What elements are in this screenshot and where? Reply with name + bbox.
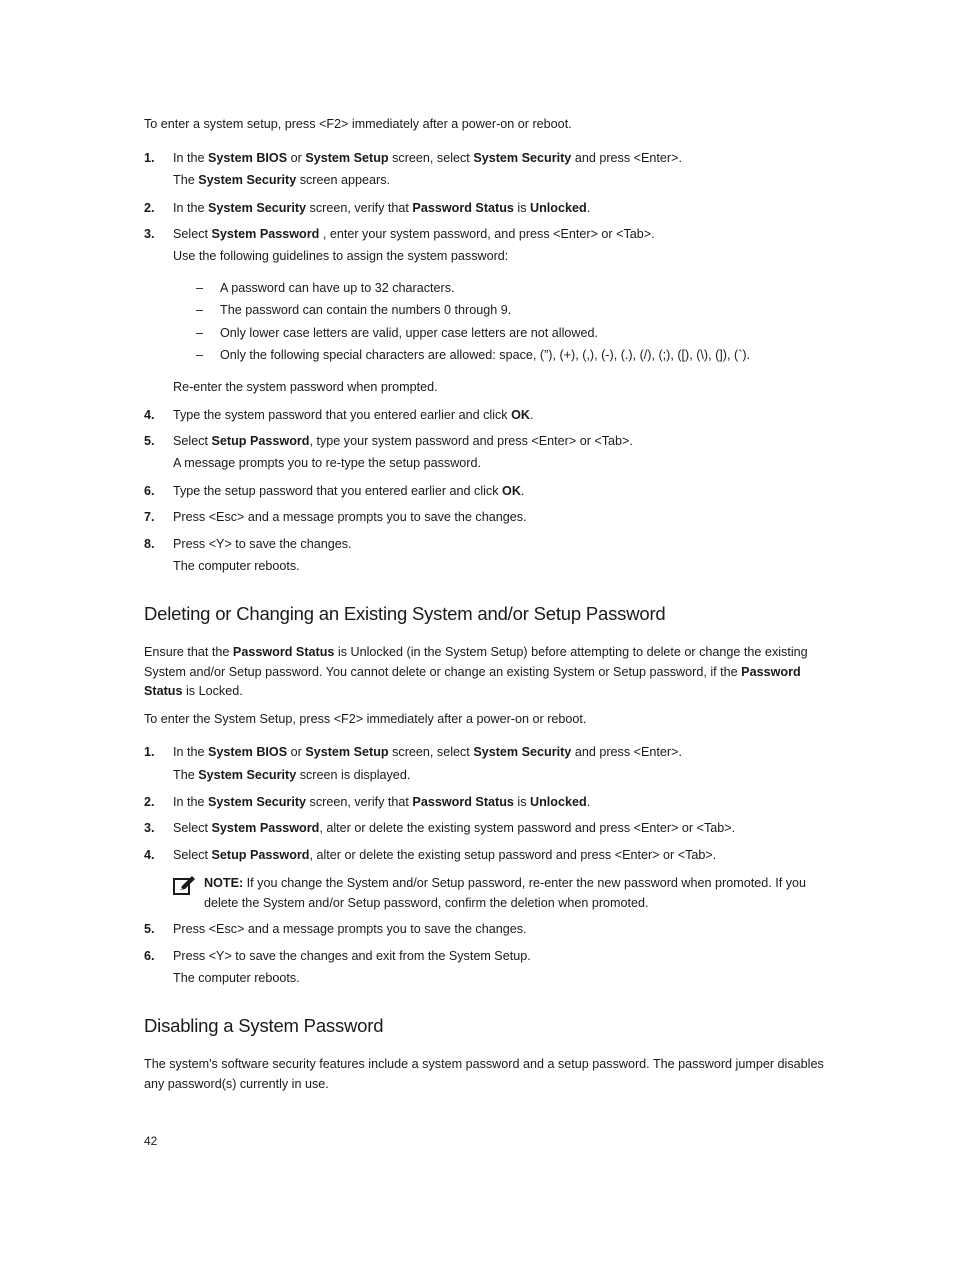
step-number: 5. [144, 434, 155, 448]
page-number: 42 [144, 1134, 158, 1148]
section-heading: Disabling a System Password [144, 1015, 384, 1036]
step-number: 2. [144, 201, 155, 215]
pencil-note-icon [173, 876, 195, 896]
step-number: 2. [144, 795, 155, 809]
step-text: Select Setup Password, type your system password and press <Enter> or <Tab>. [173, 434, 633, 448]
step-text: Press <Esc> and a message prompts you to save the changes. [173, 510, 527, 524]
step-number: 7. [144, 510, 155, 524]
step-text: In the System Security screen, verify that Password Status is Unlocked. [173, 201, 591, 215]
step-number: 4. [144, 848, 155, 862]
step-text: In the System BIOS or System Setup screen, select System Security and press <Enter>. [173, 745, 682, 759]
step-number: 1. [144, 745, 155, 759]
step-number: 8. [144, 537, 155, 551]
section-heading: Deleting or Changing an Existing System and/or Setup Password [144, 603, 666, 624]
step-number: 4. [144, 408, 155, 422]
section2-paragraph-1: Ensure that the Password Status is Unlocked (in the System Setup) before attempting to delete or change the existing System and/or Setup password. You cannot delete or change an existing System or Setup password, if the Password Status is Locked. [144, 645, 808, 698]
step-text: In the System BIOS or System Setup screen, select System Security and press <Enter>. [173, 151, 682, 165]
section3-paragraph: The system's software security features include a system password and a setup password. The password jumper disables any password(s) currently in use. [144, 1057, 824, 1091]
step-3-reenter: Re-enter the system password when prompted. [173, 380, 438, 394]
step-3-guidelines: Use the following guidelines to assign the system password: [173, 249, 509, 263]
step-1-result: The System Security screen appears. [173, 173, 391, 187]
intro-paragraph: To enter a system setup, press <F2> immediately after a power-on or reboot. [144, 117, 572, 131]
step-text: Select System Password, alter or delete the existing system password and press <Enter> or <Tab>. [173, 821, 736, 835]
step-text: Type the setup password that you entered earlier and click OK. [173, 484, 525, 498]
step-number: 5. [144, 922, 155, 936]
step-number: 6. [144, 949, 155, 963]
step-text: Select System Password , enter your system password, and press <Enter> or <Tab>. [173, 227, 655, 241]
step-text: In the System Security screen, verify that Password Status is Unlocked. [173, 795, 591, 809]
section2-paragraph-2: To enter the System Setup, press <F2> immediately after a power-on or reboot. [144, 712, 587, 726]
step-text: Type the system password that you entered earlier and click OK. [173, 408, 534, 422]
step-8-result: The computer reboots. [173, 559, 300, 573]
step-5-result: A message prompts you to re-type the setup password. [173, 456, 482, 470]
step-6-result: The computer reboots. [173, 971, 300, 985]
step-number: 1. [144, 151, 155, 165]
step-text: Press <Y> to save the changes and exit from the System Setup. [173, 949, 531, 963]
step-number: 3. [144, 821, 155, 835]
note-text: NOTE: If you change the System and/or Setup password, re-enter the new password when promoted. If you delete the System and/or Setup password, confirm the deletion when promoted. [204, 876, 807, 910]
step-number: 6. [144, 484, 155, 498]
step-text: Press <Y> to save the changes. [173, 537, 352, 551]
step-text: Press <Esc> and a message prompts you to save the changes. [173, 922, 527, 936]
step-number: 3. [144, 227, 155, 241]
step-text: Select Setup Password, alter or delete the existing setup password and press <Enter> or <Tab>. [173, 848, 717, 862]
step-1-result: The System Security screen is displayed. [173, 768, 411, 782]
